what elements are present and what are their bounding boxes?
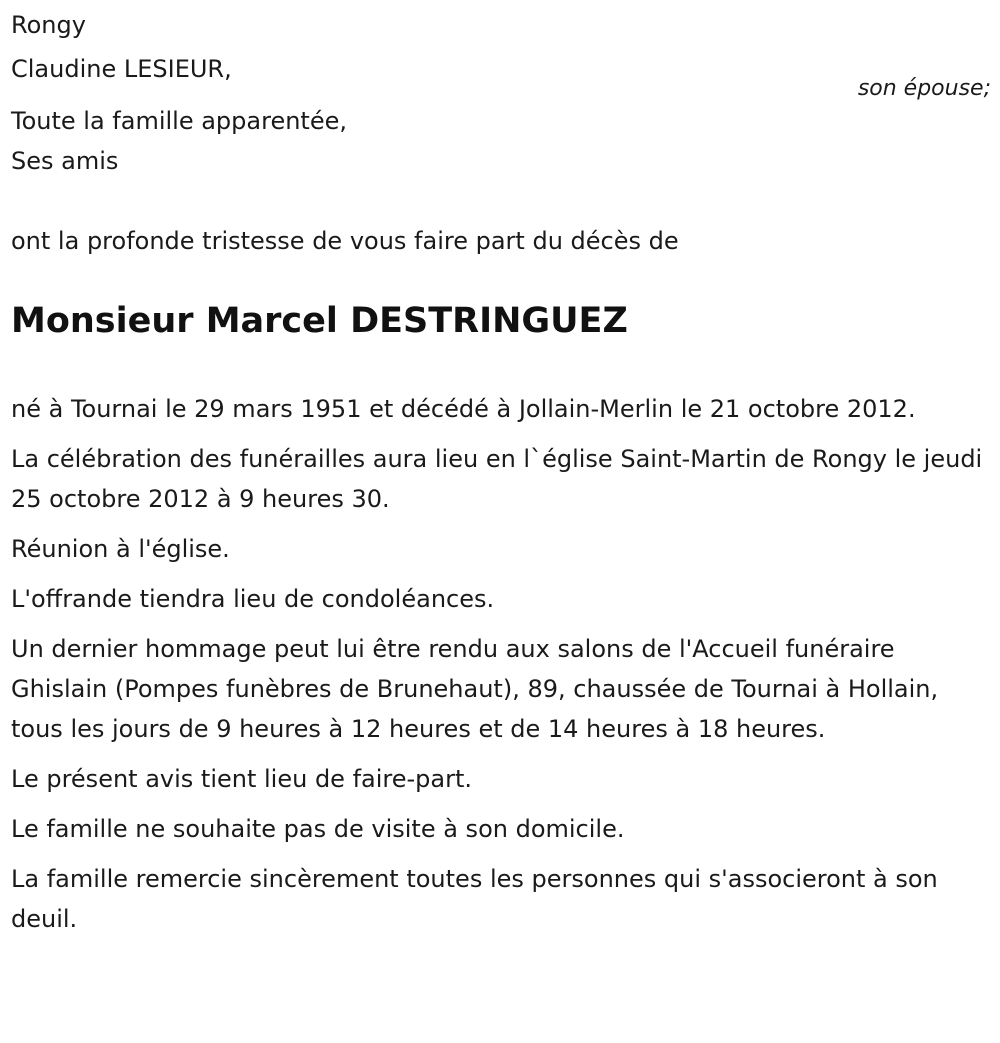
birth-death-paragraph: né à Tournai le 29 mars 1951 et décédé à Jollain-Merlin le 21 octobre 2012. (11, 395, 916, 423)
meeting-paragraph: Réunion à l'église. (11, 535, 230, 563)
spouse-name: Claudine LESIEUR, (11, 55, 232, 83)
family-block (11, 101, 991, 181)
obituary-notice (11, 5, 991, 949)
offering-paragraph: L'offrande tiendra lieu de condoléances. (11, 585, 495, 613)
funeral-ceremony-paragraph: La célébration des funérailles aura lieu en l`église Saint-Martin de Rongy le jeudi 25 octobre 2012 à 9 heures 30. (11, 445, 983, 513)
visit-paragraph: Le famille ne souhaite pas de visite à son domicile. (11, 815, 625, 843)
deceased-name: Monsieur Marcel DESTRINGUEZ (11, 301, 628, 341)
place-name: Rongy (11, 11, 86, 39)
announcement-intro: ont la profonde tristesse de vous faire part du décès de (11, 227, 679, 255)
family-line: Toute la famille apparentée, (11, 107, 347, 135)
spouse-role: son épouse; (857, 76, 991, 101)
thanks-paragraph: La famille remercie sincèrement toutes les personnes qui s'associeront à son deuil. (11, 865, 938, 933)
spouse-block (11, 49, 991, 101)
tribute-paragraph: Un dernier hommage peut lui être rendu aux salons de l'Accueil funéraire Ghislain (Pompes funèbres de Brunehaut), 89, chaussée de Tournai à Hollain, tous les jours de 9 heures à 12 heures et de 14 heures à 18 heures. (11, 635, 939, 743)
friends-line: Ses amis (11, 147, 119, 175)
announcement-paragraph: Le présent avis tient lieu de faire-part. (11, 765, 473, 793)
notice-details (11, 389, 986, 939)
